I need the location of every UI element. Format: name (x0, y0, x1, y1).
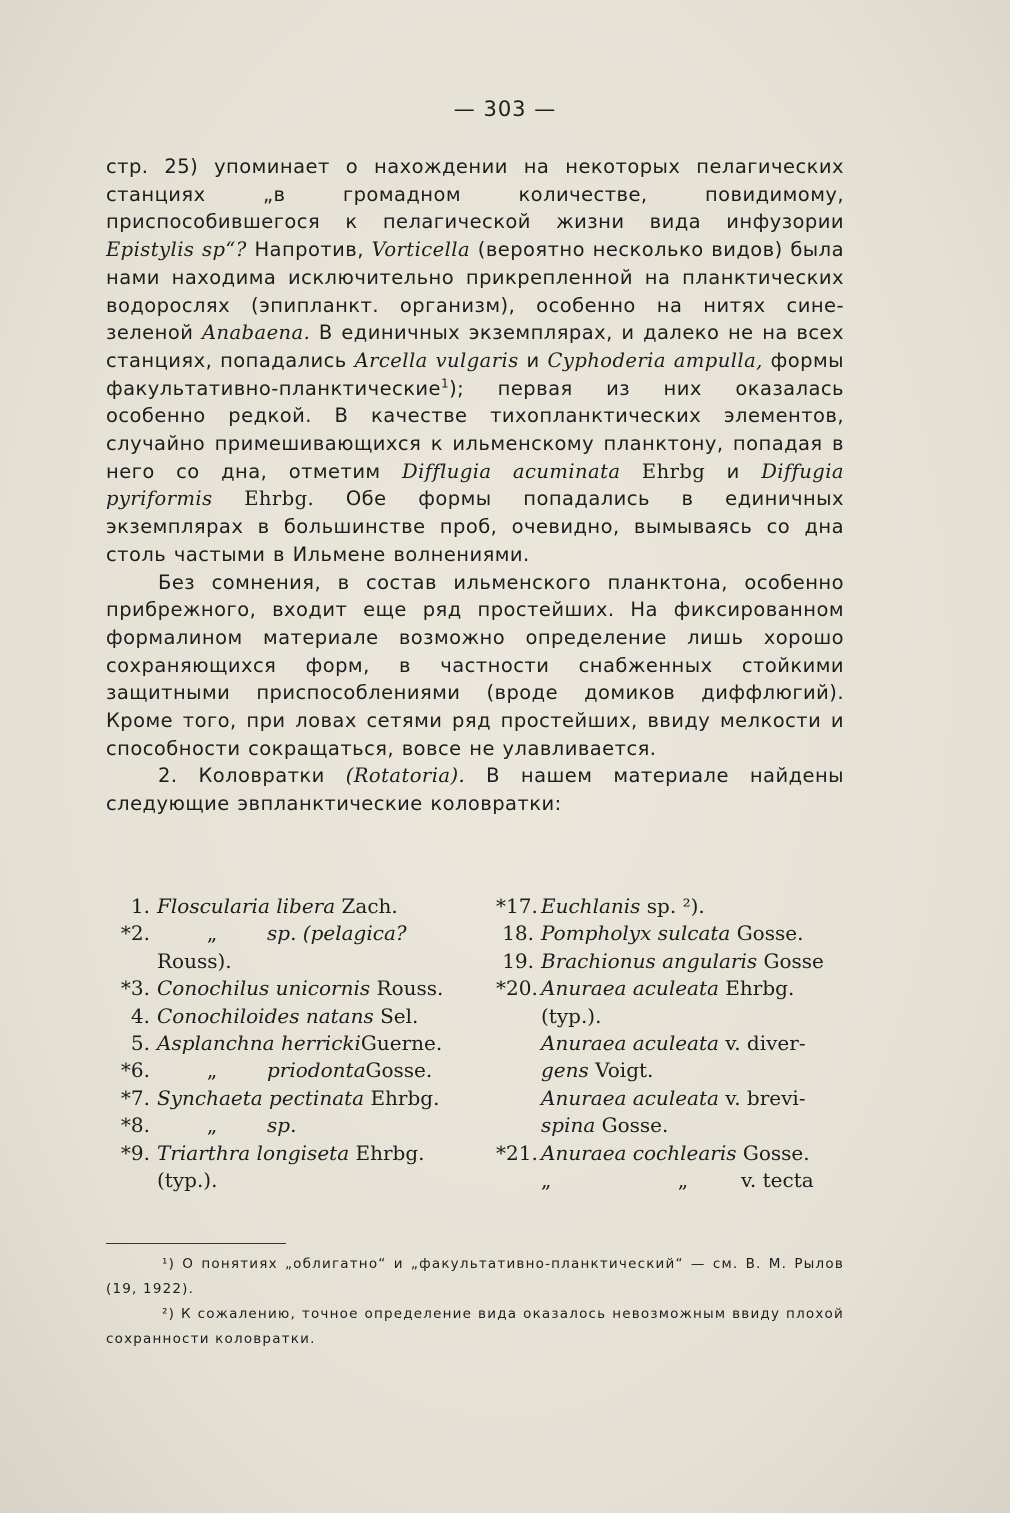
species-number: 1. (130, 894, 150, 918)
species-row (112, 948, 452, 975)
text-run: В нашем материале найдены следующие эвпланктические коловратки: (106, 764, 844, 816)
species-row (112, 975, 452, 1002)
species-entry (157, 1003, 452, 1030)
latin-name: Difflugia acuminata (402, 459, 621, 483)
latin-name: Epistylis sp“? (106, 238, 247, 262)
species-latin-name: Conochilus unicornis (157, 976, 371, 1001)
species-row (496, 920, 842, 947)
species-author: Gosse. (595, 1113, 669, 1138)
species-row (112, 1085, 452, 1112)
species-row (496, 1167, 842, 1194)
species-entry (157, 1140, 452, 1167)
footnote-divider (106, 1243, 286, 1244)
species-latin-name: Euchlanis (541, 894, 641, 918)
species-number: 19. (502, 948, 534, 973)
species-row (112, 1003, 452, 1030)
text-run: и (518, 348, 548, 372)
species-latin-name: Conochiloides natans (157, 1003, 374, 1028)
species-number: *8. (120, 1113, 150, 1138)
latin-name: Diffugia pyriformis (106, 459, 844, 511)
species-latin-name: spina (541, 1113, 596, 1138)
species-author: v. tecta (741, 1167, 814, 1192)
species-entry (157, 920, 452, 947)
text-run: и (705, 459, 762, 483)
footnote-2: ²) К сожалению, точное определение вида оказалось невозможным ввиду плохой сохранности коловратки. (106, 1306, 844, 1347)
species-number: *7. (120, 1085, 150, 1110)
species-row (496, 975, 842, 1002)
species-entry (541, 1112, 842, 1139)
paragraph-3 (106, 762, 844, 817)
species-list-left (112, 893, 452, 1194)
species-author: Ehrbg. (718, 976, 795, 1001)
species-entry (157, 975, 452, 1002)
species-row (496, 948, 842, 975)
species-entry (541, 920, 842, 947)
latin-name: Vorticella (371, 238, 471, 262)
author-name: Ehrbg (620, 459, 706, 483)
species-number: *20. (496, 976, 538, 1001)
species-row (112, 1057, 452, 1084)
text-run: Обе формы попадались в единичных экземплярах в большинстве проб, очевидно, вымываясь со дна столь частыми в Ильмене волнениями. (106, 487, 844, 566)
text-run: ); первая из них оказалась особенно редкой. В качестве тихопланктических элементов, случайно примешивающихся к ильменскому планктону, попадая в него со дна, отметим (106, 376, 844, 483)
species-number: *17. (496, 894, 538, 918)
species-latin-name: Pompholyx sulcata (541, 921, 731, 946)
species-author: sp. ²). (640, 894, 705, 918)
species-latin-name: Floscularia libera (157, 894, 336, 918)
species-latin-name: gens (541, 1058, 589, 1083)
species-number: *2. (120, 921, 150, 946)
paragraph-2: Без сомнения, в состав ильменского планктона, особенно прибрежного, входит еще ряд простейших. На фиксированном формалином материале возможно определение лишь хорошо сохраняющихся форм, в частности снабженных стойкими защитными приспособлениями (вроде домиков диффлюгий). Кроме того, при ловах сетями ряд простейших, ввиду мелкости и способности сокращаться, вовсе не улавливается. (106, 570, 844, 760)
footnote-ref: 1 (441, 376, 450, 391)
species-entry (541, 975, 842, 1002)
species-author: Ehrbg. (364, 1085, 440, 1110)
species-row (496, 1085, 842, 1112)
species-number: *3. (120, 976, 150, 1001)
species-row (112, 1112, 452, 1139)
footnote-1: ¹) О понятиях „облигатно“ и „факультативно-планктический“ — см. В. М. Рылов (19, 1922). (106, 1256, 844, 1297)
species-entry (541, 1030, 842, 1057)
species-entry (157, 1085, 452, 1112)
ditto-mark: „ (206, 1058, 218, 1083)
latin-name: Cyphoderia ampulla, (547, 348, 763, 372)
species-latin-name: Anuraea aculeata (541, 1085, 719, 1110)
species-author: Gosse. (736, 1140, 810, 1165)
species-row (496, 1030, 842, 1057)
species-author: Guerne. (360, 1030, 443, 1055)
species-latin-name: sp. (pelagica? (267, 921, 407, 946)
species-entry (541, 1057, 842, 1084)
species-author: Ehrbg. (349, 1140, 425, 1165)
species-latin-name: priodonta (267, 1058, 366, 1083)
species-entry (541, 948, 842, 975)
species-author: Sel. (373, 1003, 419, 1028)
species-row (496, 1057, 842, 1084)
species-entry (157, 893, 452, 920)
paragraph-1 (106, 153, 844, 569)
species-number: 5. (130, 1030, 150, 1055)
text-run: формы факультативно-планктические (106, 348, 844, 400)
species-latin-name: Asplanchna herricki (157, 1030, 361, 1055)
latin-name: Arcella vulgaris (354, 348, 519, 372)
species-author: (typ.). (157, 1167, 218, 1192)
species-author: v. brevi- (718, 1085, 806, 1110)
species-entry (157, 948, 452, 975)
text-run: 2. Коловратки (158, 764, 346, 788)
species-latin-name: Synchaeta pectinata (157, 1085, 365, 1110)
species-row (496, 1140, 842, 1167)
species-author: Rouss. (370, 976, 444, 1001)
species-entry (541, 1003, 842, 1030)
species-entry (157, 1057, 452, 1084)
species-number: *6. (120, 1058, 150, 1083)
species-author: Gosse. (730, 921, 804, 946)
species-author: Zach. (335, 894, 398, 918)
species-latin-name: Anuraea cochlearis (541, 1140, 737, 1165)
species-entry (541, 893, 842, 920)
species-author: Rouss). (157, 948, 232, 973)
text-run: Напротив, (246, 238, 372, 262)
page-number: — 303 — (453, 97, 557, 121)
species-latin-name: sp. (267, 1113, 297, 1138)
species-author: Voigt. (588, 1058, 654, 1083)
ditto-mark: „ (206, 1113, 218, 1138)
species-row (112, 1140, 452, 1167)
species-author: (typ.). (541, 1003, 602, 1028)
footnotes (106, 1252, 844, 1352)
species-entry (157, 1167, 452, 1194)
species-entry (541, 1085, 842, 1112)
text-run: стр. 25) упоминает о нахождении на некоторых пелагических станциях „в громадном количестве, повидимому, приспособившегося к пелагической жизни вида инфузории (106, 155, 844, 234)
species-author: v. diver- (718, 1030, 806, 1055)
species-row (112, 1030, 452, 1057)
species-number: *21. (496, 1140, 538, 1165)
main-text (106, 153, 844, 818)
ditto-mark: „ (206, 921, 218, 946)
species-number: 18. (502, 921, 534, 946)
species-number: *9. (120, 1140, 150, 1165)
species-entry (157, 1030, 452, 1057)
author-name: Ehrbg. (212, 487, 315, 511)
species-row (496, 893, 842, 920)
species-entry (157, 1112, 452, 1139)
text-run: (вероятно несколько видов) была нами находима исключительно прикрепленной на планктических водорослях (эпипланкт. организм), особенно на нитях сине-зеленой (106, 238, 844, 345)
species-latin-name: Anuraea aculeata (541, 1030, 719, 1055)
species-latin-name: Anuraea aculeata (541, 976, 719, 1001)
latin-name: (Rotatoria). (345, 764, 466, 788)
species-author: Gosse (757, 948, 824, 973)
species-row (496, 1112, 842, 1139)
species-author: Gosse. (365, 1058, 433, 1083)
species-entry (541, 1167, 842, 1194)
species-row (112, 893, 452, 920)
species-row (496, 1003, 842, 1030)
species-row (112, 920, 452, 947)
species-number: 4. (130, 1003, 150, 1028)
species-entry (541, 1140, 842, 1167)
ditto-mark: „ „ (541, 1167, 749, 1192)
species-latin-name: Brachionus angularis (541, 948, 758, 973)
latin-name: Anabaena. (201, 321, 311, 345)
species-latin-name: Triarthra longiseta (157, 1140, 350, 1165)
species-list-right (496, 893, 842, 1194)
species-row (112, 1167, 452, 1194)
text-run: В единичных экземплярах, и далеко не на всех станциях, попадались (106, 321, 844, 372)
